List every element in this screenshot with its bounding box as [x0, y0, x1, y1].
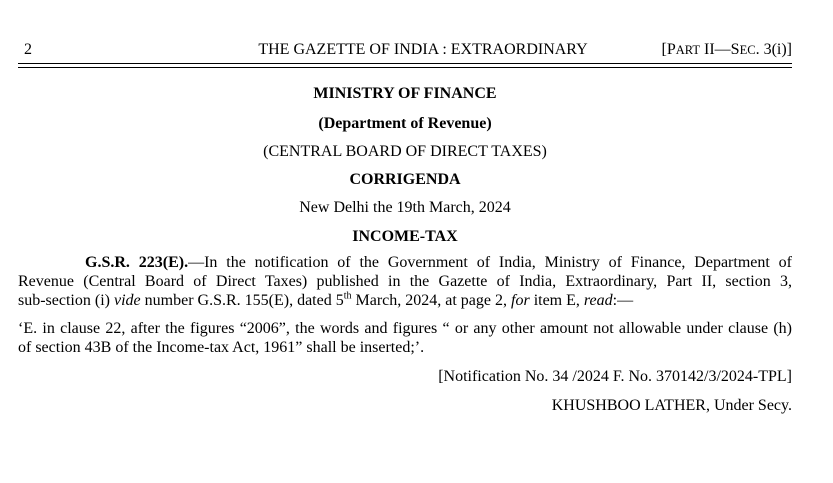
running-header	[18, 41, 792, 61]
signatory: KHUSHBOO LATHER, Under Secy.	[551, 397, 792, 414]
paragraph-line-2: Revenue (Central Board of Direct Taxes) published in the Gazette of India, Extraordinary, Part II, section 3,	[18, 273, 792, 290]
amendment-paragraph	[18, 319, 792, 357]
gazette-title: THE GAZETTE OF INDIA : EXTRAORDINARY	[258, 41, 588, 58]
place-date: New Delhi the 19th March, 2024	[299, 199, 511, 216]
subject-heading: INCOME-TAX	[352, 228, 458, 245]
board-name: (CENTRAL BOARD OF DIRECT TAXES)	[263, 143, 547, 160]
notification-reference: [Notification No. 34 /2024 F. No. 370142/3/2024-TPL]	[438, 368, 792, 385]
header-rule-bottom	[18, 67, 792, 68]
ministry-name: MINISTRY OF FINANCE	[313, 85, 497, 102]
corrigendum-paragraph	[18, 253, 792, 310]
paragraph-line-3: sub-section (i) vide number G.S.R. 155(E), dated 5th March, 2024, at page 2, for item E, read:—	[18, 290, 634, 309]
page-number: 2	[24, 41, 32, 58]
document-type: CORRIGENDA	[349, 171, 461, 188]
amendment-line-1: ‘E. in clause 22, after the figures “2006”, the words and figures “ or any other amount not allowable under clause (h)	[18, 320, 792, 337]
section-reference: [PART II—SEC. 3(i)]	[661, 41, 792, 58]
header-rule-top	[18, 63, 792, 64]
gsr-reference: G.S.R. 223(E).	[85, 254, 189, 271]
amendment-line-2: of section 43B of the Income-tax Act, 1961” shall be inserted;’.	[18, 339, 425, 356]
department-name: (Department of Revenue)	[318, 115, 492, 132]
paragraph-line-1: G.S.R. 223(E).—In the notification of the Government of India, Ministry of Finance, Department of	[85, 254, 792, 271]
